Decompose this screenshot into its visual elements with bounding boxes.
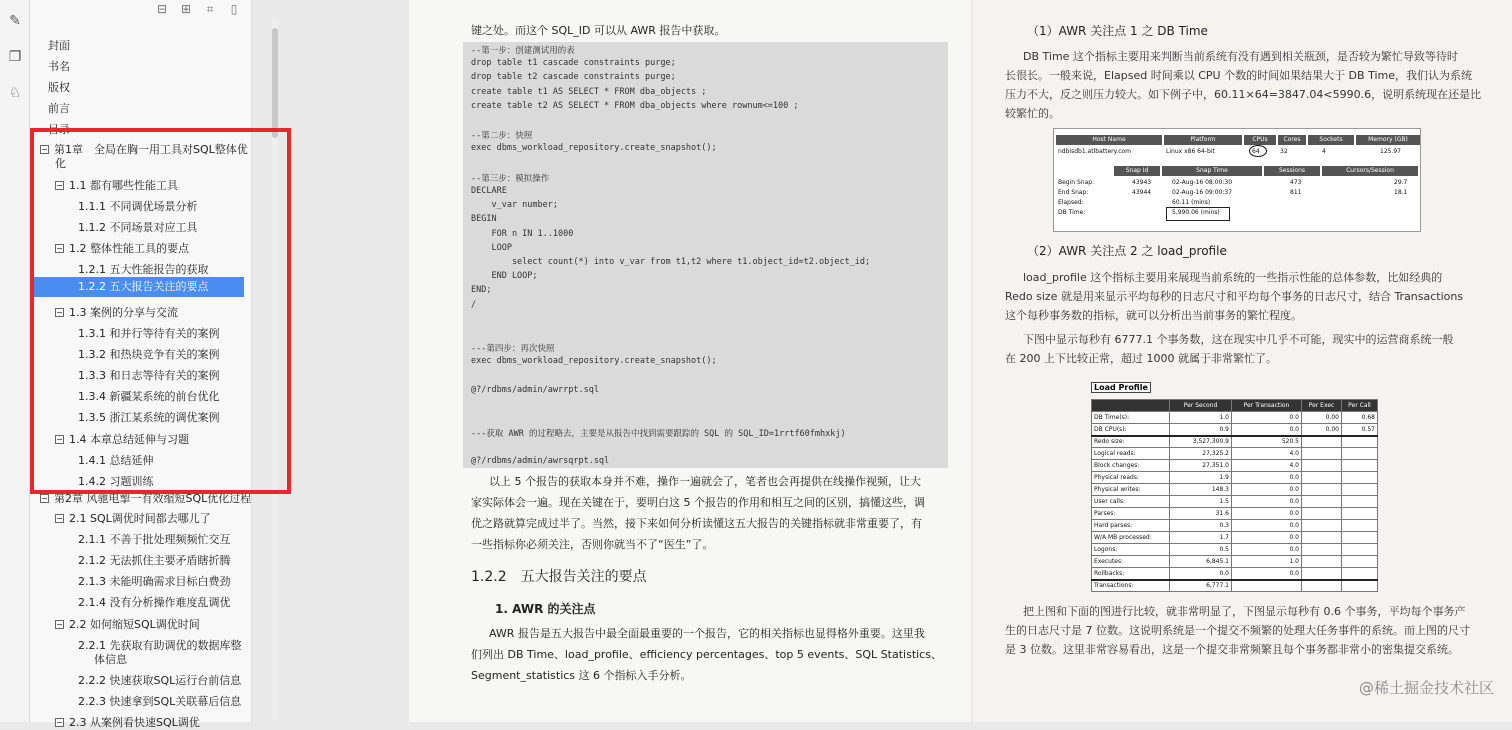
text-line: 长很长。一般来说，Elapsed 时间乘以 CPU 个数的时间如果结果大于 DB Time，我们认为系统 — [1005, 69, 1472, 82]
toc-item[interactable] — [48, 81, 70, 95]
table-cell — [1302, 484, 1342, 496]
code-line: drop table t1 cascade constraints purge; — [471, 58, 676, 69]
text-line: 把上图和下面的图进行比较，就非常明显了，下图显示每秒有 0.6 个事务，平均每个事务产 — [1023, 605, 1466, 618]
collapse-toggle-icon[interactable]: − — [56, 620, 63, 629]
collapse-toggle-icon[interactable]: − — [41, 494, 48, 503]
lp-header: Per Second — [1170, 400, 1232, 412]
table-cell: 31.6 — [1170, 508, 1232, 520]
code-line: DECLARE — [471, 186, 507, 196]
heading-load-profile: （2）AWR 关注点 2 之 load_profile — [1027, 244, 1227, 258]
table-row — [1092, 556, 1378, 568]
toc-item-label: 2.1.1 不善于批处理频频忙交互 — [78, 533, 231, 546]
table-cell — [1342, 484, 1378, 496]
load-profile-title: Load Profile — [1091, 382, 1151, 393]
table-cell: 4.0 — [1232, 460, 1302, 472]
toc-item-label: 1.1 都有哪些性能工具 — [69, 179, 178, 192]
table-cell — [1302, 436, 1342, 448]
table-cell: 0.0 — [1170, 568, 1232, 580]
table-cell: 125.97 — [1380, 148, 1401, 155]
text-line: 以上 5 个报告的获取本身并不难，操作一遍就会了，笔者也会再提供在线操作视频，让大 — [489, 475, 921, 488]
toc-item[interactable] — [78, 575, 231, 589]
pdf-page-right — [973, 0, 1512, 722]
table-cell: 60.11 (mins) — [1172, 199, 1211, 206]
table-cell: 0.0 — [1232, 532, 1302, 544]
collapse-toggle-icon[interactable]: − — [56, 435, 63, 444]
load-profile-table — [1091, 375, 1381, 590]
toc-item[interactable] — [40, 492, 251, 506]
code-line: v_var number; — [471, 200, 558, 211]
lp-header: Per Transaction — [1232, 400, 1302, 412]
pdf-page-left — [409, 0, 971, 722]
table-cell — [1342, 496, 1378, 508]
text-line: 这个每秒事务数的指标，就可以分析出当前事务的繁忙程度。 — [1005, 309, 1302, 322]
table-header: CPUs — [1244, 135, 1276, 145]
toc-item-label: 1.3.1 和并行等待有关的案例 — [78, 327, 220, 340]
scroll-thumb[interactable] — [272, 28, 278, 138]
table-cell — [1342, 532, 1378, 544]
table-cell — [1302, 472, 1342, 484]
table-cell: ndbisdb1.atlbattery.com — [1058, 148, 1132, 155]
toc-item-label: 1.3.4 新疆某系统的前台优化 — [78, 390, 220, 403]
table-cell — [1342, 580, 1378, 592]
text-line: 家实际体会一遍。现在关键在于，要明白这 5 个报告的作用和相互之间的区别，搞懂这些，调 — [471, 496, 925, 509]
table-cell: 520.5 — [1232, 436, 1302, 448]
code-line: @?/rdbms/admin/awrsqrpt.sql — [471, 455, 610, 466]
table-cell: 148.3 — [1170, 484, 1232, 496]
table-cell — [1302, 508, 1342, 520]
table-cell — [1302, 520, 1342, 532]
toc-item-label: 1.2 整体性能工具的要点 — [69, 242, 189, 255]
table-cell: 6,777.1 — [1170, 580, 1232, 592]
table-cell: 3,527,300.9 — [1170, 436, 1232, 448]
toc-item-label: 1.3.2 和热块竞争有关的案例 — [78, 348, 220, 361]
toc-item[interactable] — [94, 653, 127, 667]
subsection-heading: 1. AWR 的关注点 — [495, 602, 596, 616]
table-cell — [1302, 460, 1342, 472]
toc-item[interactable] — [55, 512, 211, 526]
toc-item-label: 2.2.1 先获取有助调优的数据库整 — [78, 639, 242, 652]
heading-db-time: （1）AWR 关注点 1 之 DB Time — [1027, 24, 1208, 38]
table-header: Sockets — [1308, 135, 1354, 145]
table-cell: 43943 — [1132, 179, 1152, 186]
bookmark-add-icon[interactable]: ⌗ — [206, 2, 214, 16]
toc-item[interactable] — [78, 596, 231, 610]
text-line: 较繁忙的。 — [1005, 107, 1060, 120]
toc-item-label: 第2章 风驰电掣一有效缩短SQL优化过程 — [54, 492, 252, 505]
toc-item-label: 2.2.3 快速拿到SQL关联幕后信息 — [78, 695, 242, 708]
table-cell: 1.7 — [1170, 532, 1232, 544]
collapse-toggle-icon[interactable]: − — [56, 308, 63, 317]
collapse-toggle-icon[interactable]: − — [56, 181, 63, 190]
collapse-all-icon[interactable]: ⊟ — [156, 2, 168, 16]
text-line: Redo size 就是用来显示平均每秒的日志尺寸和平均每个事务的日志尺寸，结合 Transactions — [1005, 290, 1464, 303]
table-row — [1092, 520, 1378, 532]
code-line: exec dbms_workload_repository.create_snapshot(); — [471, 143, 717, 154]
code-line: exec dbms_workload_repository.create_snapshot(); — [471, 356, 717, 367]
table-cell: 0.0 — [1232, 520, 1302, 532]
table-cell — [1232, 580, 1302, 592]
table-cell: End Snap: — [1058, 189, 1089, 196]
table-cell: 18.1 — [1394, 189, 1408, 196]
text-line: 是 3 位数。这里非常容易看出，这是一个提交非常频繁且每个事务都非常小的密集提交系统。 — [1005, 643, 1459, 656]
table-header: Sessions — [1264, 166, 1320, 176]
table-cell: 1.5 — [1170, 496, 1232, 508]
code-line: --第一步：创建测试用的表 — [471, 46, 575, 56]
lp-header — [1092, 400, 1170, 412]
table-cell: 0.0 — [1232, 424, 1302, 436]
text-line: AWR 报告是五大报告中最全面最重要的一个报告，它的相关指标也显得格外重要。这里我 — [489, 627, 925, 640]
table-cell: 43944 — [1132, 189, 1152, 196]
table-cell: User calls: — [1092, 496, 1170, 508]
table-row — [1092, 496, 1378, 508]
table-cell: Linux x86 64-bit — [1166, 148, 1215, 155]
toc-item-label: 1.3 案例的分享与交流 — [69, 306, 178, 319]
code-line: END; — [471, 285, 492, 296]
table-row — [1092, 460, 1378, 472]
table-cell: 6,845.1 — [1170, 556, 1232, 568]
toc-item-label: 2.2 如何缩短SQL调优时间 — [69, 618, 200, 631]
table-header: Snap Id — [1114, 166, 1160, 176]
text-line: 在 200 上下比较正常，超过 1000 就属于非常繁忙了。 — [1005, 352, 1277, 365]
table-header: Memory (GB) — [1356, 135, 1420, 145]
table-cell: 0.57 — [1342, 424, 1378, 436]
code-line: END LOOP; — [471, 271, 538, 282]
bookmark-icon[interactable]: ▯ — [230, 2, 238, 16]
toc-item[interactable] — [55, 716, 200, 730]
table-cell — [1342, 508, 1378, 520]
code-line: drop table t2 cascade constraints purge; — [471, 72, 676, 83]
code-line: LOOP — [471, 242, 512, 253]
code-line: FOR n IN 1..1000 — [471, 228, 574, 239]
table-cell: DB Time: — [1058, 209, 1086, 216]
table-cell: Hard parses: — [1092, 520, 1170, 532]
table-cell: 0.0 — [1232, 508, 1302, 520]
text-line: 一些指标你必须关注，否则你就当不了“医生”了。 — [471, 538, 714, 551]
table-cell: Executes: — [1092, 556, 1170, 568]
toc-toolbar — [155, 2, 241, 16]
toc-item-label: 第1章 全局在胸一用工具对SQL整体优 — [54, 143, 248, 156]
bookmark-icon[interactable]: ♘ — [8, 85, 22, 101]
table-row — [1092, 568, 1378, 580]
table-cell — [1342, 568, 1378, 580]
toc-item-label: 1.4 本章总结延伸与习题 — [69, 433, 189, 446]
code-line: / — [471, 299, 477, 310]
table-cell: 0.0 — [1232, 412, 1302, 424]
text-line: 优之路就算完成过半了。当然，接下来如何分析读懂这五大报告的关键指标就非常重要了，有 — [471, 517, 922, 530]
code-line: BEGIN — [471, 214, 497, 225]
table-cell: 0.0 — [1232, 544, 1302, 556]
toc-item-label: 1.4.2 习题训练 — [78, 475, 154, 488]
table-cell: Physical reads: — [1092, 472, 1170, 484]
table-cell — [1342, 544, 1378, 556]
text-line: load_profile 这个指标主要用来展现当前系统的一些指示性能的总体参数，比如经典的 — [1023, 271, 1443, 284]
toc-item-label: 2.2.2 快速获取SQL运行台前信息 — [78, 674, 242, 687]
code-line: --第二步：快照 — [471, 131, 533, 142]
table-row — [1092, 580, 1378, 592]
table-row — [1092, 532, 1378, 544]
lp-header: Per Exec — [1302, 400, 1342, 412]
table-cell: 02-Aug-16 08:00:30 — [1172, 179, 1233, 186]
table-cell — [1342, 556, 1378, 568]
table-cell: 1.0 — [1232, 556, 1302, 568]
toc-item-label: 书名 — [48, 60, 70, 73]
table-cell — [1302, 580, 1342, 592]
text-line: 们列出 DB Time、load_profile、efficiency percentages、top 5 events、SQL Statistics、 — [471, 648, 942, 661]
text-line: 下图中显示每秒有 6777.1 个事务数，这在现实中几乎不可能，现实中的运营商系统一般 — [1023, 333, 1454, 346]
table-cell: 0.0 — [1232, 484, 1302, 496]
toc-item-label: 体信息 — [94, 653, 127, 666]
toc-item-label: 1.4.1 总结延伸 — [78, 454, 154, 467]
toc-item[interactable] — [78, 554, 231, 568]
toc-item-label: 1.1.1 不同调优场景分析 — [78, 200, 198, 213]
table-header: Cursors/Session — [1322, 166, 1418, 176]
expand-all-icon[interactable]: ⊞ — [180, 2, 192, 16]
table-header: Cores — [1278, 135, 1306, 145]
table-cell: Begin Snap: — [1058, 179, 1095, 186]
table-cell — [1342, 520, 1378, 532]
toc-item-label: 1.2.2 五大报告关注的要点 — [78, 280, 209, 293]
table-cell — [1342, 460, 1378, 472]
toc-item[interactable] — [48, 39, 70, 53]
table-cell — [1342, 436, 1378, 448]
toc-item[interactable] — [78, 533, 231, 547]
toc-item-label: 目录 — [48, 123, 70, 136]
collapse-toggle-icon[interactable]: − — [56, 514, 63, 523]
cpu-circle — [1249, 145, 1267, 157]
table-cell: 27,325.2 — [1170, 448, 1232, 460]
toc-item-label: 2.1 SQL调优时间都去哪儿了 — [69, 512, 211, 525]
table-cell: Redo size: — [1092, 436, 1170, 448]
section-heading: 1.2.2 五大报告关注的要点 — [471, 569, 647, 585]
highlight-box — [30, 128, 291, 494]
toc-item-label: 1.2.1 五大性能报告的获取 — [78, 263, 209, 276]
collapse-toggle-icon[interactable]: − — [56, 718, 63, 727]
table-cell: 5,990.06 (mins) — [1172, 209, 1220, 216]
table-cell: 1.9 — [1170, 472, 1232, 484]
table-cell: Physical writes: — [1092, 484, 1170, 496]
code-line: ---获取 AWR 的过程略去，主要是从报告中找到需要跟踪的 SQL 的 SQL_ID=1rrtf60fmhxkj) — [471, 429, 846, 440]
table-cell: 0.0 — [1232, 568, 1302, 580]
toc-item-label: 1.3.3 和日志等待有关的案例 — [78, 369, 220, 382]
table-cell: 0.68 — [1342, 412, 1378, 424]
pages-icon[interactable]: ❐ — [8, 49, 22, 65]
table-cell: 64 — [1252, 148, 1260, 155]
collapse-toggle-icon[interactable]: − — [56, 244, 63, 253]
toc-item-label: 2.3 从案例看快速SQL调优 — [69, 716, 200, 729]
table-cell: 29.7 — [1394, 179, 1408, 186]
collapse-toggle-icon[interactable]: − — [41, 145, 48, 154]
db-time-table — [1053, 128, 1421, 232]
table-cell: 0.3 — [1170, 520, 1232, 532]
table-cell: 0.00 — [1302, 412, 1342, 424]
code-line: select count(*) into v_var from t1,t2 where t1.object_id=t2.object_id; — [471, 257, 871, 267]
table-cell: Transactions: — [1092, 580, 1170, 592]
table-row — [1092, 508, 1378, 520]
table-cell — [1342, 472, 1378, 484]
table-cell — [1302, 532, 1342, 544]
table-cell: W/A MB processed: — [1092, 532, 1170, 544]
table-row — [1092, 424, 1378, 436]
table-cell: 0.9 — [1170, 424, 1232, 436]
table-cell — [1302, 544, 1342, 556]
table-cell: 0.0 — [1232, 472, 1302, 484]
watermark: @稀土掘金技术社区 — [1358, 679, 1494, 697]
table-cell: DB CPU(s): — [1092, 424, 1170, 436]
toc-item-label: 2.1.3 未能明确需求目标白费劲 — [78, 575, 231, 588]
text-line: 生的日志尺寸是 7 位数。这说明系统是一个提交不频繁的处理大任务事件的系统。而上图的尺寸 — [1005, 624, 1470, 637]
table-cell: 1.0 — [1170, 412, 1232, 424]
table-cell: Logical reads: — [1092, 448, 1170, 460]
text-line: Segment_statistics 这 6 个指标入手分析。 — [471, 669, 692, 682]
table-cell: 27,351.0 — [1170, 460, 1232, 472]
table-cell — [1302, 568, 1342, 580]
toc-item[interactable] — [48, 60, 70, 74]
table-row — [1092, 436, 1378, 448]
toc-item-label: 前言 — [48, 102, 70, 115]
code-line: create table t2 AS SELECT * FROM dba_objects where rownum<=100 ; — [471, 100, 799, 111]
table-cell: 0.00 — [1302, 424, 1342, 436]
toc-item-label: 封面 — [48, 39, 70, 52]
text-line: 压力不大，反之则压力较大。如下例子中，60.11×64=3847.04<5990.6，说明系统现在还是比 — [1005, 88, 1482, 101]
table-header: Platform — [1164, 135, 1242, 145]
code-line: ---第四步：再次快照 — [471, 344, 555, 355]
toc-item[interactable] — [55, 618, 200, 632]
edit-icon[interactable]: ✎ — [9, 13, 21, 29]
table-cell: Rollbacks: — [1092, 568, 1170, 580]
toc-item-label: 化 — [55, 157, 66, 170]
table-row — [1092, 448, 1378, 460]
left-rail — [0, 0, 30, 722]
text-line: DB Time 这个指标主要用来判断当前系统有没有遇到相关瓶颈，是否较为繁忙导致等待时 — [1023, 50, 1458, 63]
table-cell: 473 — [1290, 179, 1302, 186]
toc-item-label: 1.3.5 浙江某系统的调优案例 — [78, 411, 220, 424]
table-row — [1092, 412, 1378, 424]
code-line: @?/rdbms/admin/awrrpt.sql — [471, 384, 599, 395]
table-cell: Block changes: — [1092, 460, 1170, 472]
table-cell: Logons: — [1092, 544, 1170, 556]
table-cell: DB Time(s): — [1092, 412, 1170, 424]
toc-item[interactable] — [48, 102, 70, 116]
table-cell: 4 — [1322, 148, 1326, 155]
table-cell — [1302, 556, 1342, 568]
table-header: Host Name — [1056, 135, 1162, 145]
table-cell — [1302, 448, 1342, 460]
toc-item[interactable] — [78, 639, 242, 653]
toc-item-label: 1.1.2 不同场景对应工具 — [78, 221, 198, 234]
table-cell: Elapsed: — [1058, 199, 1084, 206]
table-cell: 4.0 — [1232, 448, 1302, 460]
toc-item-label: 2.1.2 无法抓住主要矛盾瞎折腾 — [78, 554, 231, 567]
table-cell: 811 — [1290, 189, 1302, 196]
toc-item-label: 2.1.4 没有分析操作难度乱调优 — [78, 596, 231, 609]
db-time-highlight — [1166, 207, 1230, 221]
toc-item[interactable] — [78, 674, 241, 688]
table-cell — [1302, 496, 1342, 508]
table-cell: Parses: — [1092, 508, 1170, 520]
page1-intro: 键之处。而这个 SQL_ID 可以从 AWR 报告中获取。 — [471, 24, 726, 37]
table-cell: 02-Aug-16 09:00:37 — [1172, 189, 1233, 196]
toc-item[interactable] — [78, 695, 241, 709]
table-cell: 32 — [1280, 148, 1288, 155]
code-line: --第三步：模拟操作 — [471, 173, 550, 184]
table-row — [1092, 544, 1378, 556]
code-line: create table t1 AS SELECT * FROM dba_objects ; — [471, 86, 707, 97]
table-row — [1092, 484, 1378, 496]
table-cell: 0.0 — [1232, 496, 1302, 508]
table-header: Snap Time — [1162, 166, 1262, 176]
lp-header: Per Call — [1342, 400, 1378, 412]
table-row — [1092, 472, 1378, 484]
table-cell — [1342, 448, 1378, 460]
table-cell: 0.5 — [1170, 544, 1232, 556]
toc-item-label: 版权 — [48, 81, 70, 94]
